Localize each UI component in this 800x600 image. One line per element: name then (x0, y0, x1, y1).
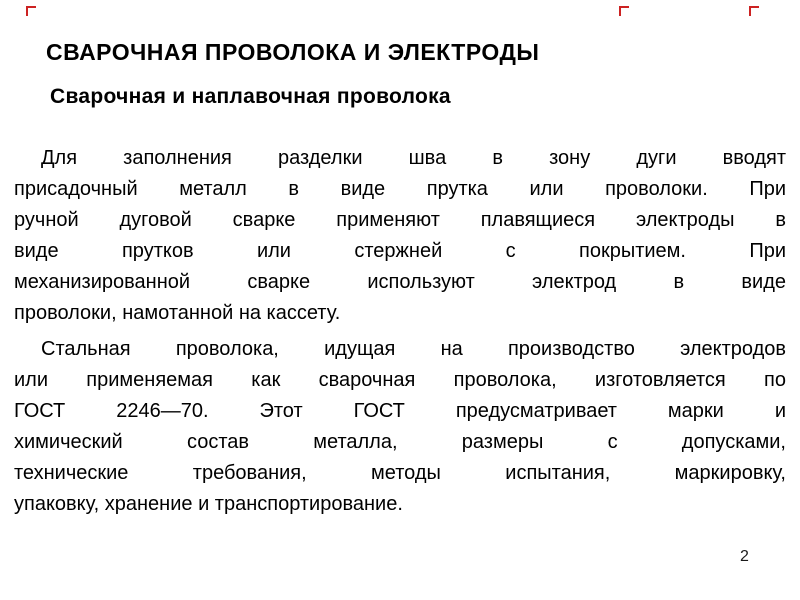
text-line: или применяемая как сварочная проволока, изготовляется по (14, 369, 786, 391)
text-line: ручной дуговой сварке применяют плавящиеся электроды в (14, 209, 786, 231)
text-line: проволоки, намотанной на кассету. (14, 302, 341, 324)
text-line: ГОСТ 2246—70. Этот ГОСТ предусматривает марки и (14, 400, 786, 422)
text-line: упаковку, хранение и транспортирование. (14, 493, 403, 515)
paragraph (14, 334, 786, 520)
red-corner-mark-icon (749, 6, 759, 16)
text-line: химический состав металла, размеры с допусками, (14, 431, 786, 453)
text-line: Стальная проволока, идущая на производство электродов (41, 338, 786, 360)
text-line: Для заполнения разделки шва в зону дуги вводят (41, 147, 786, 169)
red-corner-mark-icon (619, 6, 629, 16)
slide-body (14, 143, 786, 520)
text-line: присадочный металл в виде прутка или проволоки. При (14, 178, 786, 200)
text-line: технические требования, методы испытания, маркировку, (14, 462, 786, 484)
slide-subtitle: Сварочная и наплавочная проволока (50, 85, 451, 108)
text-line: виде прутков или стержней с покрытием. При (14, 240, 786, 262)
red-corner-mark-icon (26, 6, 36, 16)
page-number: 2 (740, 548, 749, 565)
paragraph (14, 143, 786, 329)
slide-title: СВАРОЧНАЯ ПРОВОЛОКА И ЭЛЕКТРОДЫ (46, 39, 540, 65)
text-line: механизированной сварке используют электрод в виде (14, 271, 786, 293)
